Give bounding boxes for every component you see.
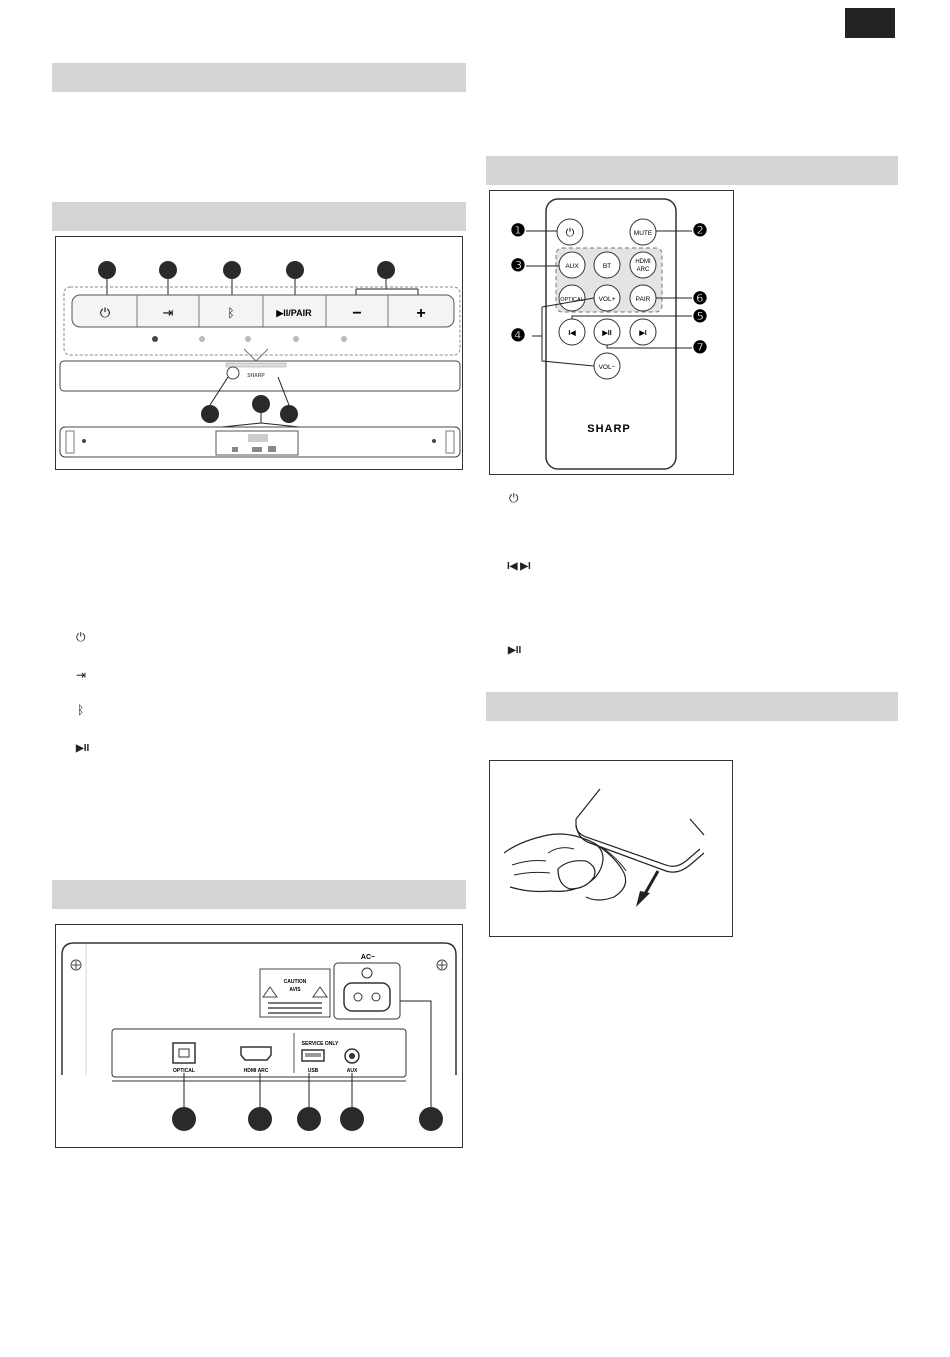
callout-marker <box>201 405 219 423</box>
callout-marker <box>98 261 116 279</box>
aux-port-label: AUX <box>346 1068 358 1074</box>
callout-marker <box>159 261 177 279</box>
remote-legend-skip-icon: I◀ ▶I <box>507 561 531 572</box>
remote-brand-logo: SHARP <box>587 423 631 435</box>
remote-hdmi-button: HDMI <box>635 259 651 265</box>
callout-badge: ❶ <box>510 221 526 240</box>
callout-marker <box>419 1107 443 1131</box>
rear-panel-illustration <box>56 925 462 1147</box>
top-panel-figure <box>55 236 463 470</box>
battery-figure <box>489 760 733 937</box>
optical-port-label: OPTICAL <box>173 1068 195 1074</box>
caution-subtitle: AVIS <box>289 987 301 993</box>
callout-badge: ❷ <box>692 221 708 240</box>
callout-marker <box>172 1107 196 1131</box>
panel-play-pair-button: ▶II/PAIR <box>276 308 312 318</box>
callout-marker <box>340 1107 364 1131</box>
callout-marker <box>280 405 298 423</box>
panel-power-button: ⏻ <box>99 305 111 320</box>
callout-badge: ❺ <box>692 307 708 326</box>
indicator-led <box>341 336 347 342</box>
remote-vol-down-button: VOL− <box>598 364 616 371</box>
remote-hdmi-arc-label: ARC <box>636 267 650 273</box>
remote-legend-power-icon: ⏻ <box>509 491 519 505</box>
callout-badge: ❸ <box>510 256 526 275</box>
panel-vol-down-button: − <box>352 305 362 322</box>
callout-marker <box>223 261 241 279</box>
section-bar-remote <box>486 156 898 185</box>
soundbar-brand-logo: SHARP <box>247 373 265 379</box>
remote-power-button: ⏻ <box>565 227 575 239</box>
panel-vol-up-button: + <box>416 305 426 322</box>
remote-pair-button: PAIR <box>635 296 651 303</box>
callout-marker <box>297 1107 321 1131</box>
caution-title: CAUTION <box>283 979 307 985</box>
remote-figure <box>489 190 734 475</box>
remote-play-button: ▶II <box>602 330 612 337</box>
legend-power-icon: ⏻ <box>76 630 86 644</box>
remote-mute-button: MUTE <box>633 230 653 237</box>
remote-prev-button: I◀ <box>568 330 576 337</box>
remote-optical-button: OPTICAL <box>560 297 584 303</box>
remote-illustration <box>490 191 733 474</box>
battery-tab-illustration <box>490 761 732 936</box>
hdmi-port <box>241 1047 271 1060</box>
callout-marker <box>377 261 395 279</box>
rear-panel-figure <box>55 924 463 1148</box>
indicator-led <box>293 336 299 342</box>
callout-badge: ❻ <box>692 289 708 308</box>
panel-source-button: ⇥ <box>162 305 174 320</box>
remote-bt-button: BT <box>602 263 612 270</box>
callout-marker <box>248 1107 272 1131</box>
indicator-led <box>245 336 251 342</box>
callout-badge: ❼ <box>692 338 708 357</box>
remote-vol-up-button: VOL+ <box>598 296 616 303</box>
remote-aux-button: AUX <box>565 263 579 270</box>
service-only-label: SERVICE ONLY <box>301 1041 339 1047</box>
indicator-led <box>199 336 205 342</box>
callout-badge: ❹ <box>510 326 526 345</box>
soundbar-illustration <box>56 237 462 469</box>
remote-next-button: ▶I <box>639 330 647 337</box>
section-bar-top-panel <box>52 202 466 231</box>
usb-port-label: USB <box>307 1068 319 1074</box>
legend-play-pause-icon: ▶II <box>76 743 90 754</box>
language-tab <box>845 8 895 38</box>
section-bar-intro <box>52 63 466 92</box>
indicator-led <box>152 336 158 342</box>
callout-marker <box>252 395 270 413</box>
remote-legend-play-pause-icon: ▶II <box>508 645 522 656</box>
panel-bluetooth-button: ᛒ <box>227 306 235 320</box>
section-bar-rear-panel <box>52 880 466 909</box>
legend-bluetooth-icon: ᛒ <box>77 703 85 717</box>
hdmi-port-label: HDMI ARC <box>243 1068 269 1074</box>
section-bar-battery <box>486 692 898 721</box>
legend-source-icon: ⇥ <box>76 668 87 682</box>
callout-marker <box>286 261 304 279</box>
ac-inlet-label: AC~ <box>360 954 376 961</box>
